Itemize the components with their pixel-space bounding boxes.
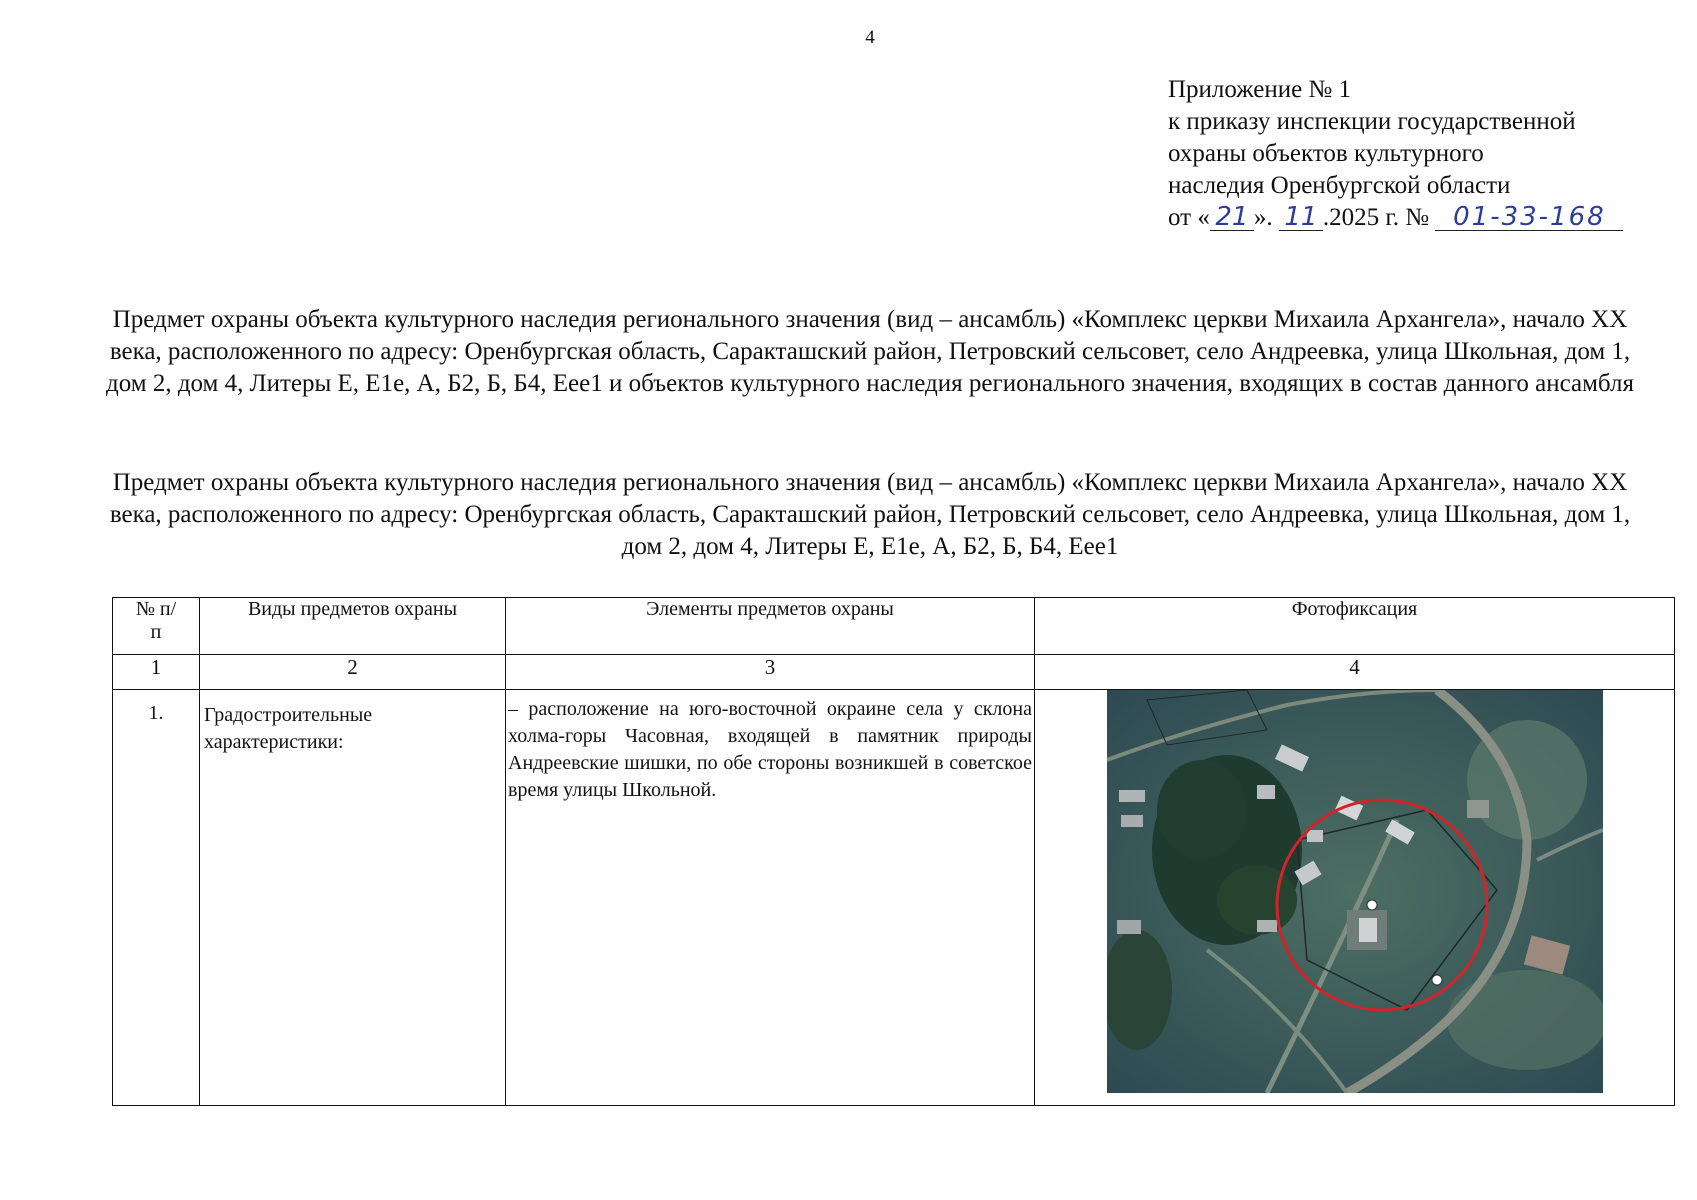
document-title-1: Предмет охраны объекта культурного наследия регионального значения (вид – ансамбль) «Комплекс церкви Михаила Архангела», начало XX века, расположенного по адресу: Оренбургская область, Саракташский район, Петровский сельсовет, село Андреевка, улица Школьная, дом 1, дом 2, дом 4, Литеры Е, Е1е, А, Б2, Б, Б4, Еее1 и объектов культурного наследия регионального значения, входящих в состав данного ансамбля (106, 306, 1634, 397)
date-prefix: от « (1168, 204, 1210, 231)
appendix-line-1: Приложение № 1 (1168, 76, 1352, 103)
column-number-2: 2 (200, 655, 506, 690)
protection-table (112, 597, 1675, 1106)
appendix-line-4: наследия Оренбургской области (1168, 172, 1511, 199)
row-elements: – расположение на юго-восточной окраине села у склона холма-горы Часовная, входящей в памятник природы Андреевские шишки, по обе стороны возникшей в советское время улицы Школьной. (506, 690, 1035, 1106)
handwritten-month: 11 (1279, 204, 1323, 231)
table-header-row (113, 598, 1675, 655)
appendix-line-3: охраны объектов культурного (1168, 140, 1484, 167)
date-mid: ». (1253, 204, 1273, 231)
row-type: Градостроительные характеристики: (200, 690, 506, 1106)
row-number: 1. (113, 690, 200, 1106)
header-number: № п/п (113, 598, 200, 655)
handwritten-order-number: 01-33-168 (1435, 204, 1623, 231)
appendix-line-2: к приказу инспекции государственной (1168, 108, 1576, 135)
handwritten-day: 21 (1210, 204, 1254, 231)
page-number: 4 (865, 27, 875, 48)
header-photo: Фотофиксация (1035, 598, 1675, 655)
appendix-date-line (1168, 202, 1668, 234)
date-suffix: .2025 г. № (1322, 204, 1430, 231)
column-number-row (113, 655, 1675, 690)
table-row (113, 690, 1675, 1106)
appendix-header (1168, 74, 1668, 234)
satellite-photo (1107, 690, 1603, 1093)
column-number-1: 1 (113, 655, 200, 690)
document-title-2: Предмет охраны объекта культурного наследия регионального значения (вид – ансамбль) «Комплекс церкви Михаила Архангела», начало XX века, расположенного по адресу: Оренбургская область, Саракташский район, Петровский сельсовет, село Андреевка, улица Школьная, дом 1, дом 2, дом 4, Литеры Е, Е1е, А, Б2, Б, Б4, Еее1 (109, 469, 1631, 560)
header-type: Виды предметов охраны (200, 598, 506, 655)
row-photo-cell (1035, 690, 1675, 1106)
column-number-4: 4 (1035, 655, 1675, 690)
header-elements: Элементы предметов охраны (506, 598, 1035, 655)
column-number-3: 3 (506, 655, 1035, 690)
